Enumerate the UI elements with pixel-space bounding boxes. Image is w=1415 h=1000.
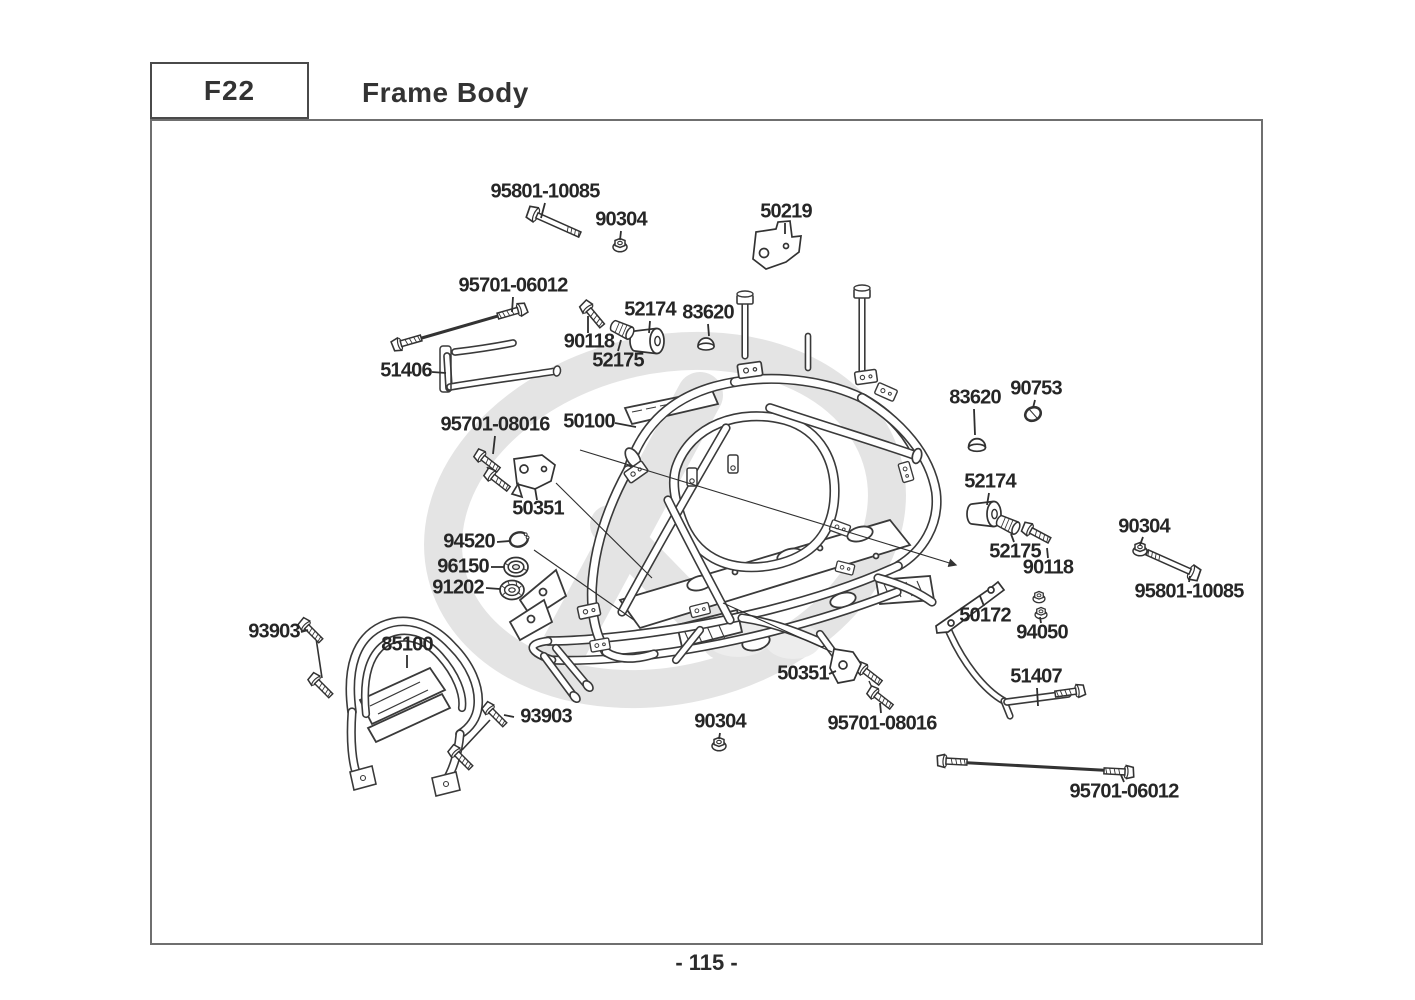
- part-label: 51407: [1010, 665, 1062, 688]
- part-label: 50219: [760, 200, 812, 223]
- bushing-52175: [609, 319, 636, 341]
- part-label: 52174: [624, 298, 676, 321]
- flange-bolt-95801-10085: [525, 204, 583, 241]
- part-label: 50172: [959, 604, 1011, 627]
- section-code-box: [150, 62, 309, 119]
- nut-90304: [613, 239, 627, 252]
- part-label: 90304: [694, 710, 746, 733]
- tie-rod-95701-06012: [408, 312, 512, 342]
- part-label: 50351: [512, 497, 564, 520]
- part-label: 94050: [1016, 621, 1068, 644]
- part-label: 90304: [595, 208, 647, 231]
- part-label: 95701-06012: [458, 274, 568, 297]
- bracket-50172: [936, 582, 1004, 633]
- seal-91202: [500, 581, 524, 600]
- cap-83620: [698, 338, 714, 350]
- part-label: 90304: [1118, 515, 1170, 538]
- part-label: 52175: [989, 540, 1041, 563]
- part-label: 93903: [248, 620, 300, 643]
- bolt-90118-right: [1020, 521, 1053, 547]
- part-label: 93903: [520, 705, 572, 728]
- bracket-50351-bottom: [830, 649, 861, 683]
- page-title: Frame Body: [362, 77, 529, 108]
- part-label: 83620: [949, 386, 1001, 409]
- part-label: 91202: [432, 576, 484, 599]
- page-number: - 115 -: [675, 950, 738, 975]
- bolt-93903: [296, 616, 325, 645]
- part-label: 85100: [381, 633, 433, 656]
- nut-94050: [1033, 591, 1045, 602]
- part-label: 51406: [380, 359, 432, 382]
- part-label: 52175: [592, 349, 644, 372]
- part-label: 94520: [443, 530, 495, 553]
- part-label: 96150: [437, 555, 489, 578]
- part-label: 95701-08016: [440, 413, 550, 436]
- part-label: 83620: [682, 301, 734, 324]
- snap-ring-94520: [508, 530, 530, 549]
- part-label: 90118: [1022, 556, 1074, 579]
- bracket-50351-left: [512, 455, 555, 497]
- part-label: 90118: [563, 330, 615, 353]
- part-label: 95801-10085: [490, 180, 600, 203]
- bolt-90118: [578, 299, 607, 330]
- flange-bolt-95801-10085-right: [1144, 546, 1202, 583]
- bearing-96150: [504, 558, 528, 577]
- part-label: 52174: [964, 470, 1016, 493]
- part-label: 50100: [563, 410, 615, 433]
- part-label: 50351: [777, 662, 829, 685]
- section-code: F22: [203, 74, 256, 106]
- part-label: 95801-10085: [1134, 580, 1244, 603]
- tie-rod-95701-06012-lower: [953, 762, 1118, 771]
- part-label: 95701-06012: [1069, 780, 1179, 803]
- part-label: 90753: [1010, 377, 1062, 400]
- roller-52174: [630, 329, 664, 354]
- bracket-50219: [753, 221, 801, 269]
- part-label: 95701-08016: [827, 712, 937, 735]
